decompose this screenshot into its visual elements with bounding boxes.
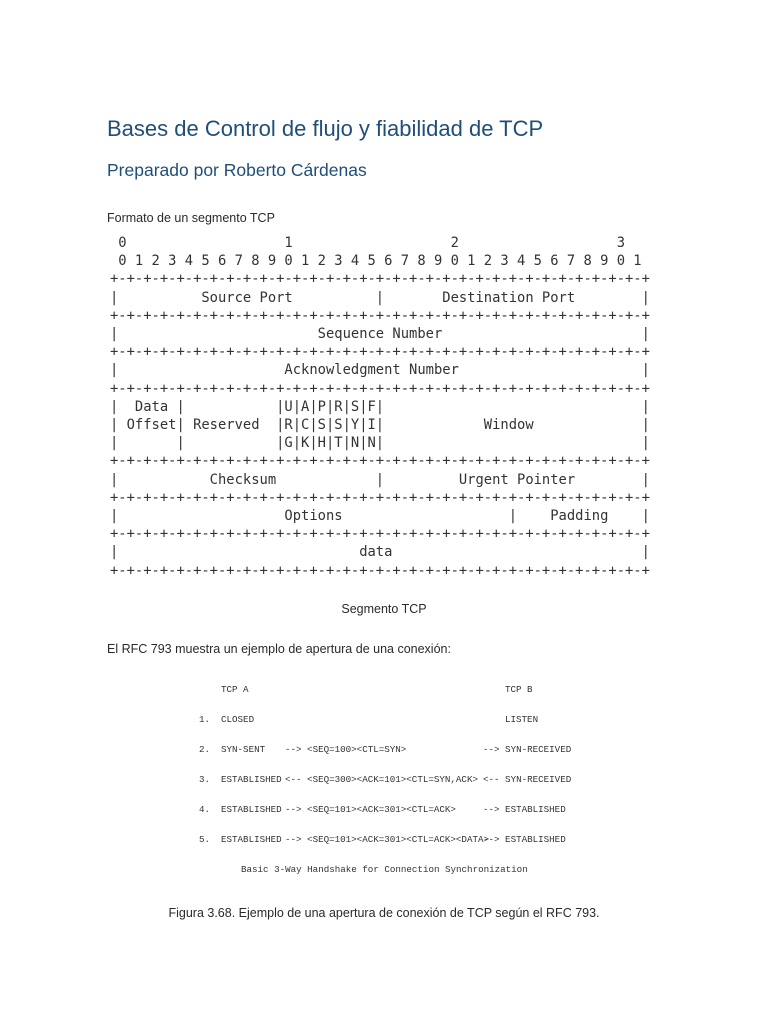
diagram-line: +-+-+-+-+-+-+-+-+-+-+-+-+-+-+-+-+-+-+-+-+-+-+-+-+-+-+-+-+-+-+-+-+ [110,344,650,361]
segment-exchange: --> <SEQ=101><ACK=301><CTL=ACK> [285,804,456,815]
diagram-line: | | |G|K|H|T|N|N| | [110,435,650,452]
tcp-a-label: TCP A [221,684,249,695]
diagram-line: 0 1 2 3 4 5 6 7 8 9 0 1 2 3 4 5 6 7 8 9 0 1 2 3 4 5 6 7 8 9 0 1 [110,253,642,270]
state-a: ESTABLISHED [221,774,282,785]
state-b: --> ESTABLISHED [483,834,566,845]
diagram-line: | Data | |U|A|P|R|S|F| | [110,398,650,415]
rfc-paragraph: El RFC 793 muestra un ejemplo de apertura de una conexión: [107,642,451,656]
tcp-b-label: TCP B [505,684,533,695]
segment-exchange: --> <SEQ=100><CTL=SYN> [285,744,407,755]
diagram-line: +-+-+-+-+-+-+-+-+-+-+-+-+-+-+-+-+-+-+-+-+-+-+-+-+-+-+-+-+-+-+-+-+ [110,526,650,543]
document-subtitle: Preparado por Roberto Cárdenas [107,160,367,180]
figure-caption: Figura 3.68. Ejemplo de una apertura de conexión de TCP según el RFC 793. [168,906,600,920]
diagram-line: +-+-+-+-+-+-+-+-+-+-+-+-+-+-+-+-+-+-+-+-+-+-+-+-+-+-+-+-+-+-+-+-+ [110,271,650,288]
diagram-line: +-+-+-+-+-+-+-+-+-+-+-+-+-+-+-+-+-+-+-+-+-+-+-+-+-+-+-+-+-+-+-+-+ [110,307,650,324]
diagram-line: | Acknowledgment Number | [110,362,650,379]
state-b: --> SYN-RECEIVED [483,744,572,755]
state-a: CLOSED [221,714,255,725]
document-title: Bases de Control de flujo y fiabilidad de TCP [107,116,544,141]
segment-exchange: --> <SEQ=101><ACK=301><CTL=ACK><DATA> [285,834,489,845]
state-b: --> ESTABLISHED [483,804,566,815]
diagram-line: | Offset| Reserved |R|C|S|S|Y|I| Window | [110,417,650,434]
handshake-caption: Basic 3-Way Handshake for Connection Synchronization [241,864,528,875]
row-number: 4. [199,804,211,815]
diagram-line: | Options | Padding | [110,508,650,525]
diagram-line: +-+-+-+-+-+-+-+-+-+-+-+-+-+-+-+-+-+-+-+-+-+-+-+-+-+-+-+-+-+-+-+-+ [110,453,650,470]
row-number: 1. [199,714,211,725]
row-number: 3. [199,774,211,785]
diagram-line: | Source Port | Destination Port | [110,289,650,306]
tcp-segment-diagram [110,234,650,580]
row-number: 2. [199,744,211,755]
state-a: SYN-SENT [221,744,266,755]
segment-exchange: <-- <SEQ=300><ACK=101><CTL=SYN,ACK> [285,774,478,785]
state-a: ESTABLISHED [221,834,282,845]
diagram-line: 0 1 2 3 [110,235,625,251]
state-b: <-- SYN-RECEIVED [483,774,572,785]
diagram-line: | Checksum | Urgent Pointer | [110,471,650,488]
diagram-line: | data | [110,544,650,561]
diagram-line: +-+-+-+-+-+-+-+-+-+-+-+-+-+-+-+-+-+-+-+-+-+-+-+-+-+-+-+-+-+-+-+-+ [110,562,650,579]
diagram-line: | Sequence Number | [110,326,650,343]
segment-heading: Formato de un segmento TCP [107,211,275,225]
diagram-line: +-+-+-+-+-+-+-+-+-+-+-+-+-+-+-+-+-+-+-+-+-+-+-+-+-+-+-+-+-+-+-+-+ [110,380,650,397]
segment-caption: Segmento TCP [341,602,427,616]
diagram-line: +-+-+-+-+-+-+-+-+-+-+-+-+-+-+-+-+-+-+-+-+-+-+-+-+-+-+-+-+-+-+-+-+ [110,489,650,506]
state-b: LISTEN [505,714,539,725]
row-number: 5. [199,834,211,845]
state-a: ESTABLISHED [221,804,282,815]
